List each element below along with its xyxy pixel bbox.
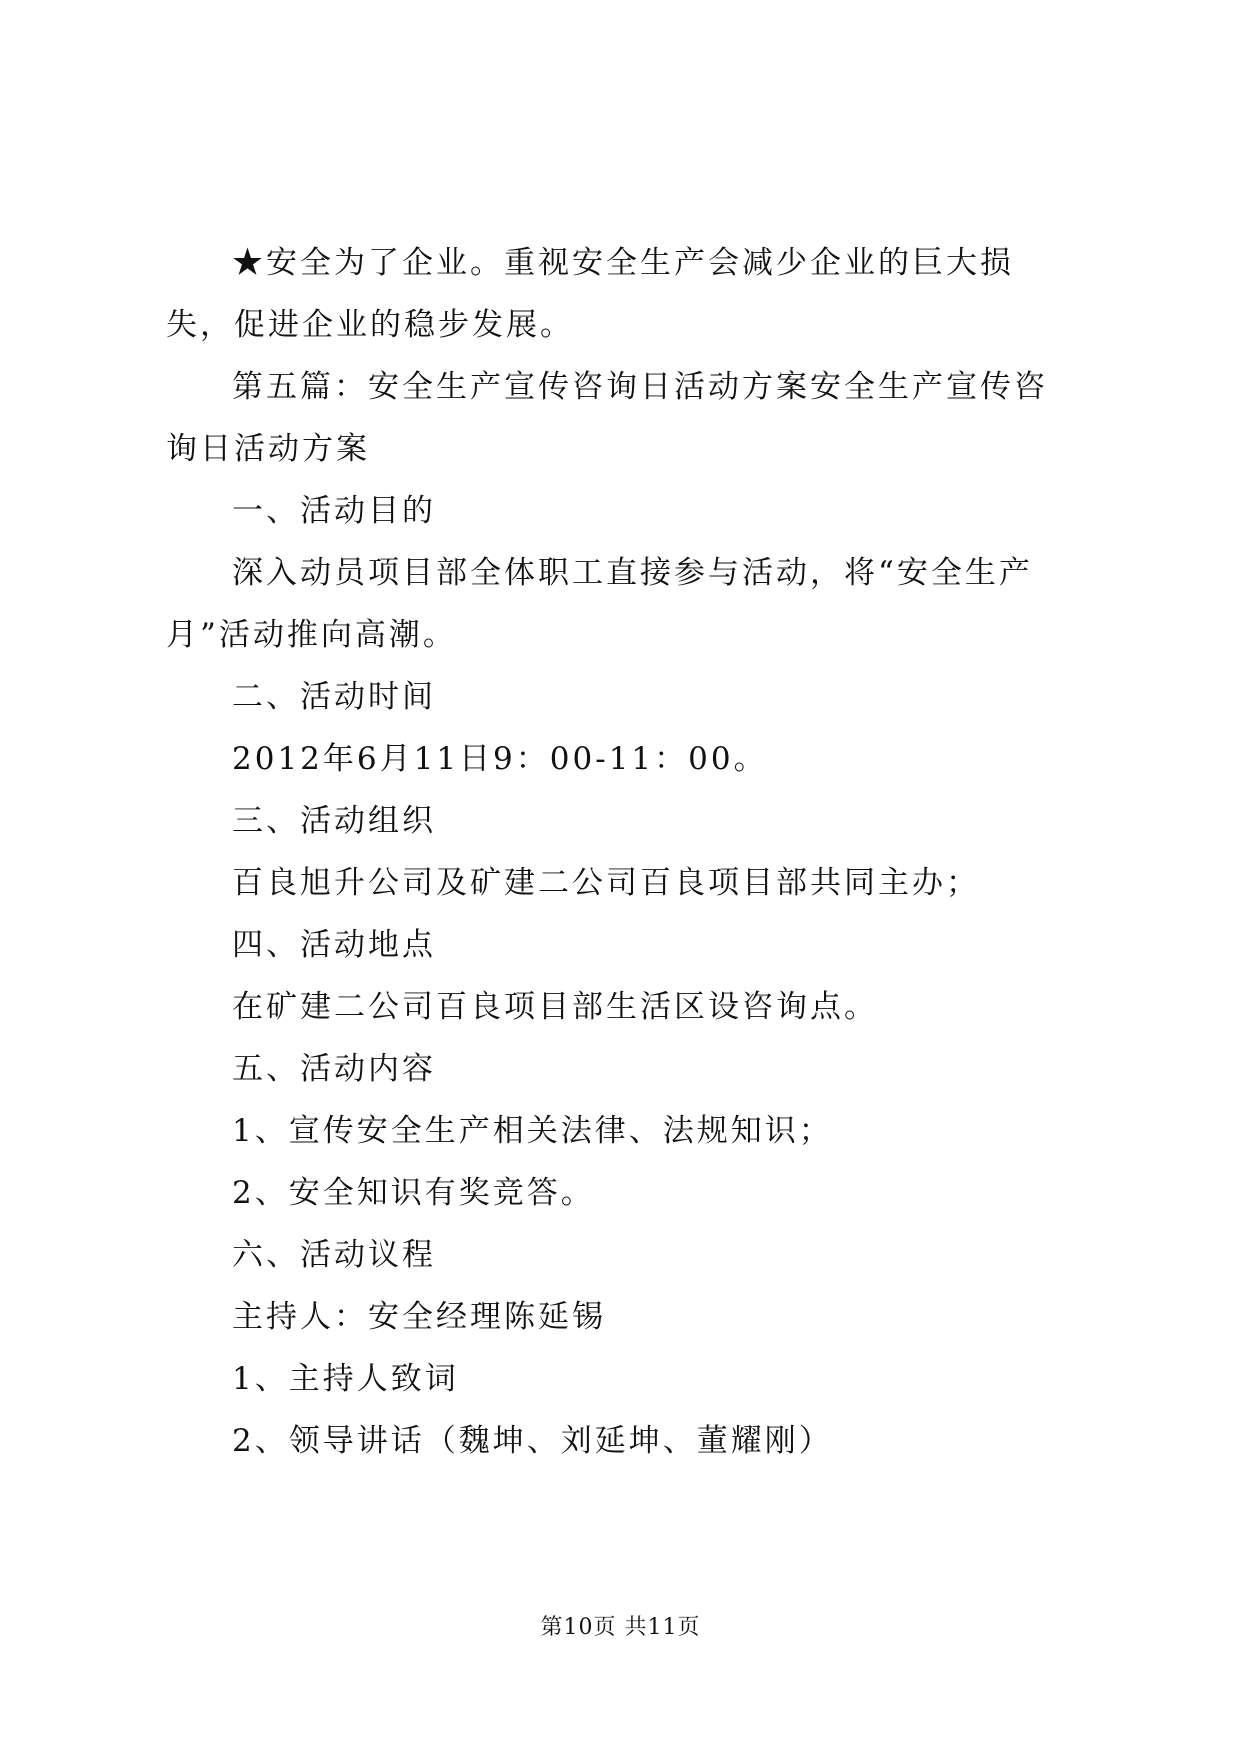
document-body (166, 232, 1080, 1472)
paragraph-time: 2012年6月11日9：00-11：00。 (232, 741, 768, 777)
page-footer: 第10页 共11页 (540, 1615, 701, 1640)
list-item-content-1: 1、宣传安全生产相关法律、法规知识； (232, 1113, 833, 1149)
paragraph-chapter-title: 第五篇：安全生产宣传咨询日活动方案安全生产宣传咨询日活动方案 (166, 369, 1048, 467)
paragraph-purpose: 深入动员项目部全体职工直接参与活动，将“安全生产月”活动推向高潮。 (166, 555, 1033, 653)
list-item-agenda-2: 2、领导讲话（魏坤、刘延坤、董耀刚） (232, 1423, 833, 1459)
heading-time: 二、活动时间 (232, 679, 436, 715)
heading-purpose: 一、活动目的 (232, 493, 436, 529)
heading-content: 五、活动内容 (232, 1051, 436, 1087)
heading-location: 四、活动地点 (232, 927, 436, 963)
paragraph-host: 主持人：安全经理陈延锡 (232, 1299, 606, 1335)
list-item-agenda-1: 1、主持人致词 (232, 1361, 459, 1397)
paragraph-intro-star: ★安全为了企业。重视安全生产会减少企业的巨大损失，促进企业的稳步发展。 (166, 245, 1014, 343)
paragraph-organization: 百良旭升公司及矿建二公司百良项目部共同主办； (232, 865, 980, 901)
heading-organization: 三、活动组织 (232, 803, 436, 839)
paragraph-location: 在矿建二公司百良项目部生活区设咨询点。 (232, 989, 878, 1025)
heading-agenda: 六、活动议程 (232, 1237, 436, 1273)
list-item-content-2: 2、安全知识有奖竞答。 (232, 1175, 595, 1211)
